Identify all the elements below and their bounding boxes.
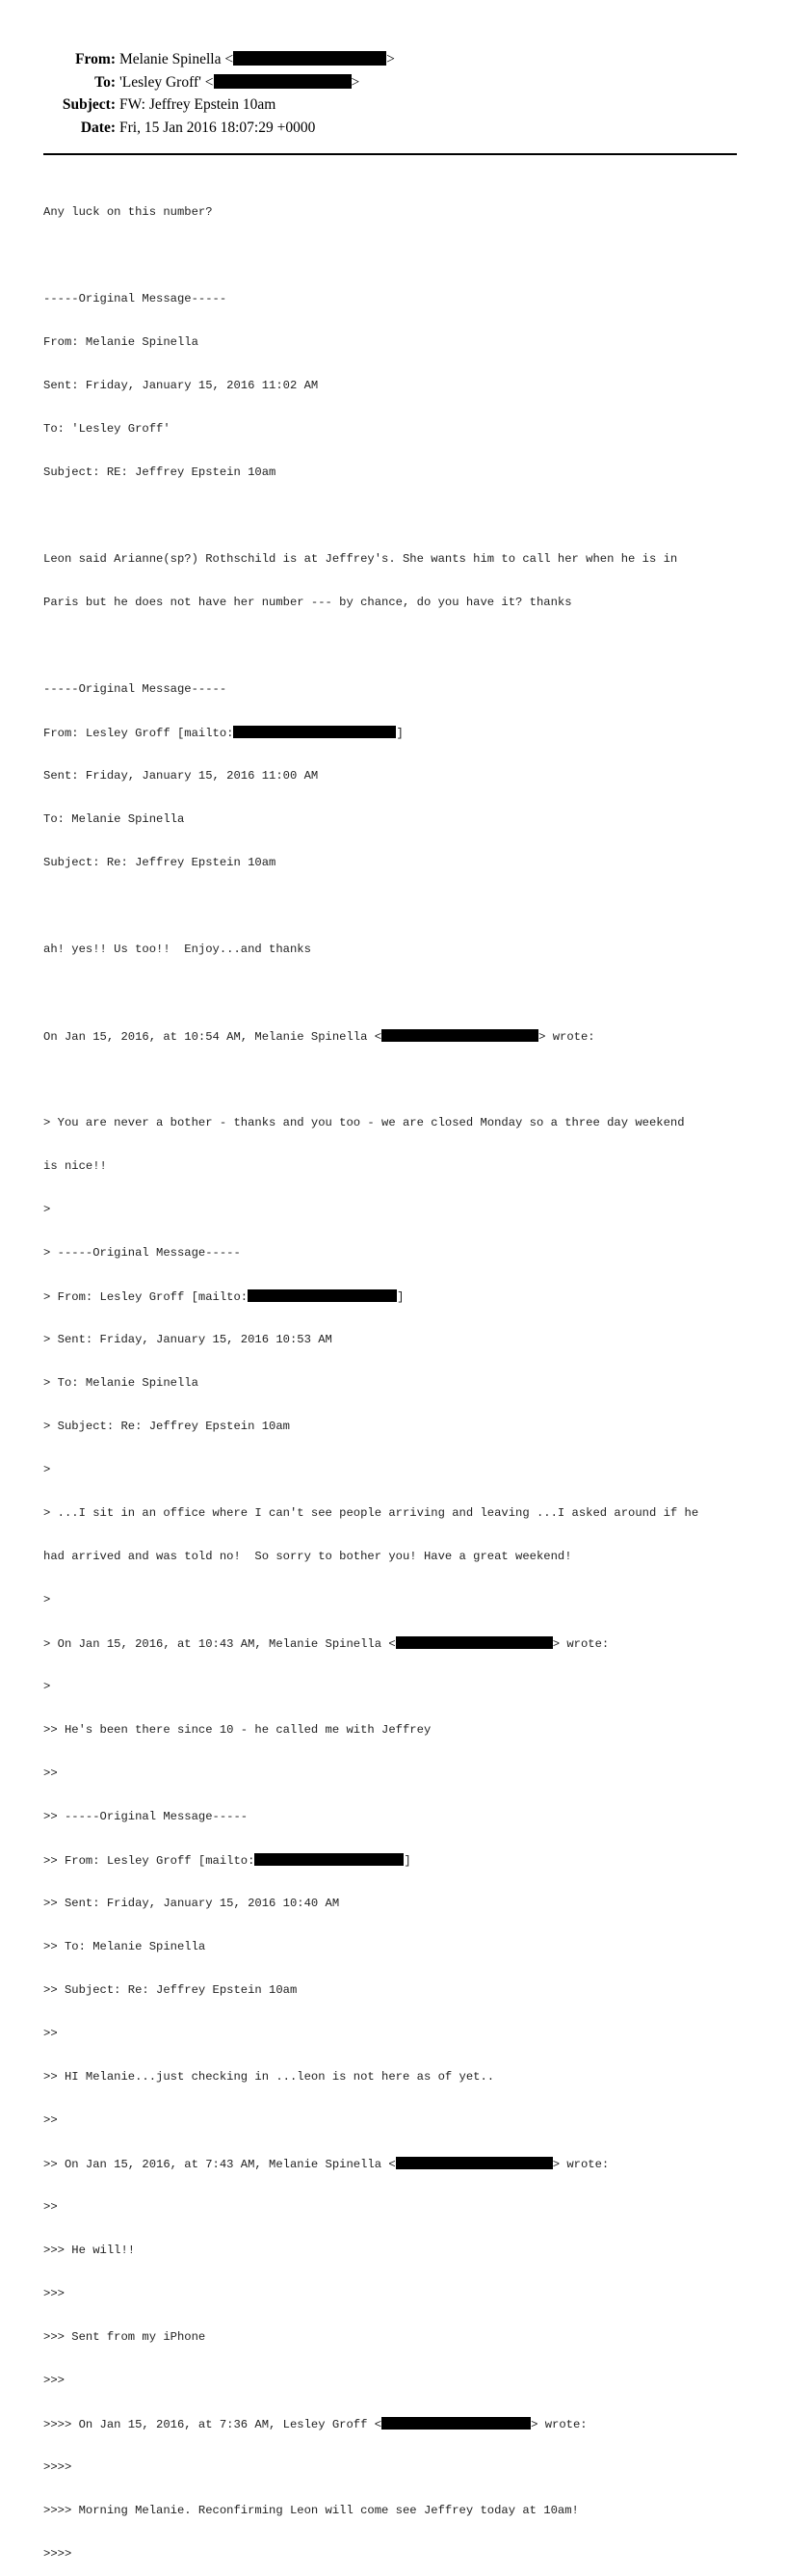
redaction-bar	[233, 726, 396, 738]
body-text: > wrote:	[552, 1637, 610, 1651]
to-value	[119, 72, 359, 93]
body-text: >> From: Lesley Groff [mailto:	[43, 1854, 255, 1868]
date-row	[0, 118, 786, 141]
body-line: >> -----Original Message-----	[43, 1810, 249, 1823]
body-line: >>> He will!!	[43, 2244, 136, 2257]
date-label: Date:	[80, 119, 116, 136]
body-text: On Jan 15, 2016, at 10:54 AM, Melanie Spinella <	[43, 1030, 382, 1044]
body-line: To: Melanie Spinella	[43, 812, 185, 826]
body-line: >>> Sent from my iPhone	[43, 2330, 206, 2344]
body-line: > You are never a bother - thanks and you too - we are closed Monday so a three day weekend	[43, 1116, 685, 1129]
body-line: > -----Original Message-----	[43, 1246, 241, 1260]
body-line: >> Subject: Re: Jeffrey Epstein 10am	[43, 1983, 298, 1997]
body-text: > wrote:	[538, 1030, 595, 1044]
redaction-bar	[214, 74, 352, 89]
body-line: is nice!!	[43, 1159, 107, 1173]
body-text: > On Jan 15, 2016, at 10:43 AM, Melanie Spinella <	[43, 1637, 396, 1651]
redaction-bar	[396, 1636, 553, 1649]
body-line: had arrived and was told no! So sorry to bother you! Have a great weekend!	[43, 1550, 572, 1563]
redaction-bar	[381, 1029, 538, 1042]
body-text: > From: Lesley Groff [mailto:	[43, 1290, 249, 1304]
body-line: Paris but he does not have her number --- by chance, do you have it? thanks	[43, 596, 572, 609]
from-label: From:	[75, 51, 116, 67]
email-header	[0, 49, 786, 140]
body-line: >>>>	[43, 2460, 72, 2474]
body-line: >	[43, 1463, 51, 1476]
subject-row	[0, 94, 786, 118]
body-line: Subject: Re: Jeffrey Epstein 10am	[43, 856, 276, 869]
body-line: >> He's been there since 10 - he called me with Jeffrey	[43, 1723, 432, 1737]
body-text: From: Lesley Groff [mailto:	[43, 727, 234, 740]
body-line	[43, 1289, 756, 1304]
body-line: -----Original Message-----	[43, 292, 227, 305]
body-line	[43, 1853, 756, 1868]
body-line: > Subject: Re: Jeffrey Epstein 10am	[43, 1420, 290, 1433]
redaction-bar	[233, 51, 386, 66]
subject-label: Subject:	[62, 96, 116, 113]
body-line: >>>	[43, 2374, 65, 2387]
body-line: >>>	[43, 2287, 65, 2300]
body-line: >> To: Melanie Spinella	[43, 1940, 206, 1953]
body-line: >> HI Melanie...just checking in ...leon is not here as of yet..	[43, 2070, 495, 2084]
body-line	[43, 2417, 756, 2431]
body-line: > ...I sit in an office where I can't see people arriving and leaving ...I asked around if he	[43, 1506, 699, 1520]
redaction-bar	[248, 1289, 397, 1302]
from-row	[0, 49, 786, 72]
body-line: Sent: Friday, January 15, 2016 11:02 AM	[43, 379, 319, 392]
redaction-bar	[396, 2157, 553, 2169]
body-line: >	[43, 1203, 51, 1216]
body-line: >	[43, 1680, 51, 1693]
body-line: > Sent: Friday, January 15, 2016 10:53 AM	[43, 1333, 332, 1346]
header-divider	[43, 153, 737, 155]
from-sender: Melanie Spinella <	[119, 51, 234, 67]
body-text: > wrote:	[552, 2158, 610, 2171]
body-line: Any luck on this number?	[43, 205, 213, 219]
body-line	[43, 1029, 756, 1044]
redaction-bar	[254, 1853, 404, 1866]
to-recipient: 'Lesley Groff' <	[119, 73, 214, 91]
body-line	[43, 2157, 756, 2171]
body-line: Leon said Arianne(sp?) Rothschild is at Jeffrey's. She wants him to call her when he is in	[43, 552, 678, 566]
body-text: > wrote:	[531, 2418, 588, 2431]
body-line: ah! yes!! Us too!! Enjoy...and thanks	[43, 943, 311, 956]
body-text: ]	[396, 727, 404, 740]
body-line: >>	[43, 1766, 58, 1780]
body-line: >>	[43, 2027, 58, 2040]
from-close: >	[386, 51, 395, 67]
date-value: Fri, 15 Jan 2016 18:07:29 +0000	[119, 119, 316, 136]
body-text: >>>> On Jan 15, 2016, at 7:36 AM, Lesley Groff <	[43, 2418, 382, 2431]
body-line: >>>>	[43, 2547, 72, 2561]
body-line	[43, 726, 756, 740]
redaction-bar	[381, 2417, 531, 2430]
body-line	[43, 1636, 756, 1651]
body-line: From: Melanie Spinella	[43, 335, 198, 349]
body-line: >> Sent: Friday, January 15, 2016 10:40 AM	[43, 1897, 340, 1910]
body-text: ]	[397, 1290, 405, 1304]
body-line: > To: Melanie Spinella	[43, 1376, 198, 1390]
body-text: ]	[404, 1854, 411, 1868]
body-line: >>	[43, 2200, 58, 2214]
body-text: >> On Jan 15, 2016, at 7:43 AM, Melanie Spinella <	[43, 2158, 396, 2171]
body-line: >	[43, 1593, 51, 1607]
subject-value: FW: Jeffrey Epstein 10am	[119, 96, 276, 113]
body-line: Sent: Friday, January 15, 2016 11:00 AM	[43, 769, 319, 783]
body-line: >>>> Morning Melanie. Reconfirming Leon will come see Jeffrey today at 10am!	[43, 2504, 579, 2517]
email-body	[43, 176, 756, 2576]
to-row	[0, 72, 786, 95]
body-line: Subject: RE: Jeffrey Epstein 10am	[43, 465, 276, 479]
to-label: To:	[94, 73, 116, 91]
body-line: To: 'Lesley Groff'	[43, 422, 170, 436]
body-line: >>	[43, 2113, 58, 2127]
from-value	[119, 49, 395, 70]
body-line: -----Original Message-----	[43, 682, 227, 696]
to-close: >	[351, 73, 360, 91]
